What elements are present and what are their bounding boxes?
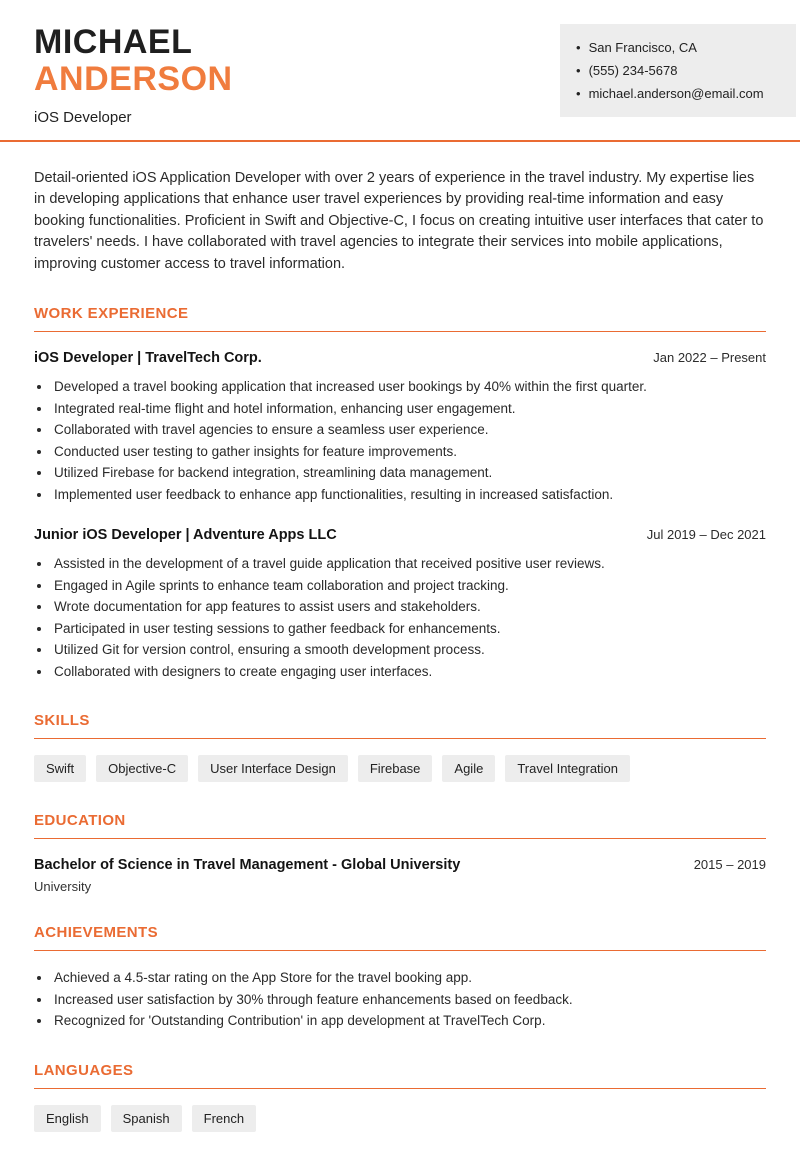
achievements-heading: ACHIEVEMENTS xyxy=(34,924,158,942)
skills-heading: SKILLS xyxy=(34,712,90,730)
language-tag: French xyxy=(192,1105,256,1132)
job-bullet: • Utilized Firebase for backend integration, streamlining data management. xyxy=(52,462,766,484)
language-tag: English xyxy=(34,1105,101,1132)
job-header xyxy=(34,527,766,543)
job-bullet: • Collaborated with designers to create engaging user interfaces. xyxy=(52,661,766,683)
achievement-bullet: • Recognized for 'Outstanding Contribution' in app development at TravelTech Corp. xyxy=(52,1010,766,1032)
education-header xyxy=(34,857,766,873)
header-identity xyxy=(34,24,233,126)
contact-email-text: michael.anderson@email.com xyxy=(588,86,764,101)
skill-tag-list xyxy=(34,755,766,782)
job-entry xyxy=(34,527,766,682)
work-experience-heading: WORK EXPERIENCE xyxy=(34,305,189,323)
job-dates: Jul 2019 – Dec 2021 xyxy=(646,527,766,543)
contact-location xyxy=(576,36,780,59)
job-bullet: • Participated in user testing sessions to gather feedback for enhancements. xyxy=(52,618,766,640)
bullet-icon: • xyxy=(576,63,581,78)
job-title: iOS Developer | TravelTech Corp. xyxy=(34,350,262,367)
job-bullet: • Collaborated with travel agencies to ensure a seamless user experience. xyxy=(52,419,766,441)
section-languages xyxy=(34,1062,766,1132)
skill-tag: Travel Integration xyxy=(505,755,630,782)
section-work-experience xyxy=(34,305,766,682)
education-entry xyxy=(34,857,766,894)
job-bullet-list xyxy=(52,376,766,505)
section-divider xyxy=(34,331,766,332)
language-tag-list xyxy=(34,1105,766,1132)
achievement-list xyxy=(52,967,766,1032)
job-bullet: • Developed a travel booking application that increased user bookings by 40% within the first quarter. xyxy=(52,376,766,398)
contact-box xyxy=(560,24,796,117)
skill-tag: User Interface Design xyxy=(198,755,348,782)
section-divider xyxy=(34,950,766,951)
bullet-icon: • xyxy=(576,40,581,55)
candidate-last-name: ANDERSON xyxy=(34,60,233,99)
section-divider xyxy=(34,738,766,739)
section-education xyxy=(34,812,766,894)
skill-tag: Firebase xyxy=(358,755,433,782)
section-divider xyxy=(34,1088,766,1089)
job-bullet-list xyxy=(52,553,766,682)
job-bullet: • Wrote documentation for app features to assist users and stakeholders. xyxy=(52,596,766,618)
job-header xyxy=(34,350,766,366)
achievement-bullet: • Increased user satisfaction by 30% through feature enhancements based on feedback. xyxy=(52,989,766,1011)
job-bullet: • Conducted user testing to gather insights for feature improvements. xyxy=(52,441,766,463)
job-entry xyxy=(34,350,766,505)
skill-tag: Agile xyxy=(442,755,495,782)
resume-body xyxy=(0,168,800,1172)
header xyxy=(0,0,800,126)
job-bullet: • Engaged in Agile sprints to enhance team collaboration and project tracking. xyxy=(52,575,766,597)
contact-phone xyxy=(576,59,780,82)
degree-title: Bachelor of Science in Travel Management - Global University xyxy=(34,857,461,874)
contact-list xyxy=(576,36,780,105)
job-bullet: • Utilized Git for version control, ensuring a smooth development process. xyxy=(52,639,766,661)
section-achievements xyxy=(34,924,766,1032)
bullet-icon: • xyxy=(576,86,581,101)
job-dates: Jan 2022 – Present xyxy=(653,350,766,366)
job-bullet: • Integrated real-time flight and hotel information, enhancing user engagement. xyxy=(52,398,766,420)
candidate-name xyxy=(34,24,233,99)
header-divider xyxy=(0,140,800,142)
contact-phone-text: (555) 234-5678 xyxy=(588,63,678,78)
language-tag: Spanish xyxy=(111,1105,182,1132)
achievement-bullet: • Achieved a 4.5-star rating on the App Store for the travel booking app. xyxy=(52,967,766,989)
skill-tag: Swift xyxy=(34,755,86,782)
education-dates: 2015 – 2019 xyxy=(693,857,766,873)
education-institution: University xyxy=(34,879,92,895)
candidate-first-name: MICHAEL xyxy=(34,23,193,61)
languages-heading: LANGUAGES xyxy=(34,1061,134,1079)
section-divider xyxy=(34,838,766,839)
contact-email xyxy=(576,82,780,105)
section-skills xyxy=(34,712,766,782)
skill-tag: Objective-C xyxy=(96,755,188,782)
job-title: Junior iOS Developer | Adventure Apps LLC xyxy=(34,527,337,544)
education-heading: EDUCATION xyxy=(34,812,126,830)
job-bullet: • Implemented user feedback to enhance app functionalities, resulting in increased satisfaction. xyxy=(52,484,766,506)
summary-paragraph: Detail-oriented iOS Application Developer with over 2 years of experience in the travel industry. My expertise lies in developing applications that enhance user travel experiences by providing real-time information and easy booking functionalities. Proficient in Swift and Objective-C, I focus on creating intuitive user interfaces that cater to travelers' needs. I have collaborated with travel agencies to integrate their services into mobile applications, improving customer access to travel information. xyxy=(34,169,764,272)
candidate-job-title: iOS Developer xyxy=(34,108,132,126)
contact-location-text: San Francisco, CA xyxy=(588,40,697,55)
job-bullet: • Assisted in the development of a travel guide application that received positive user reviews. xyxy=(52,553,766,575)
